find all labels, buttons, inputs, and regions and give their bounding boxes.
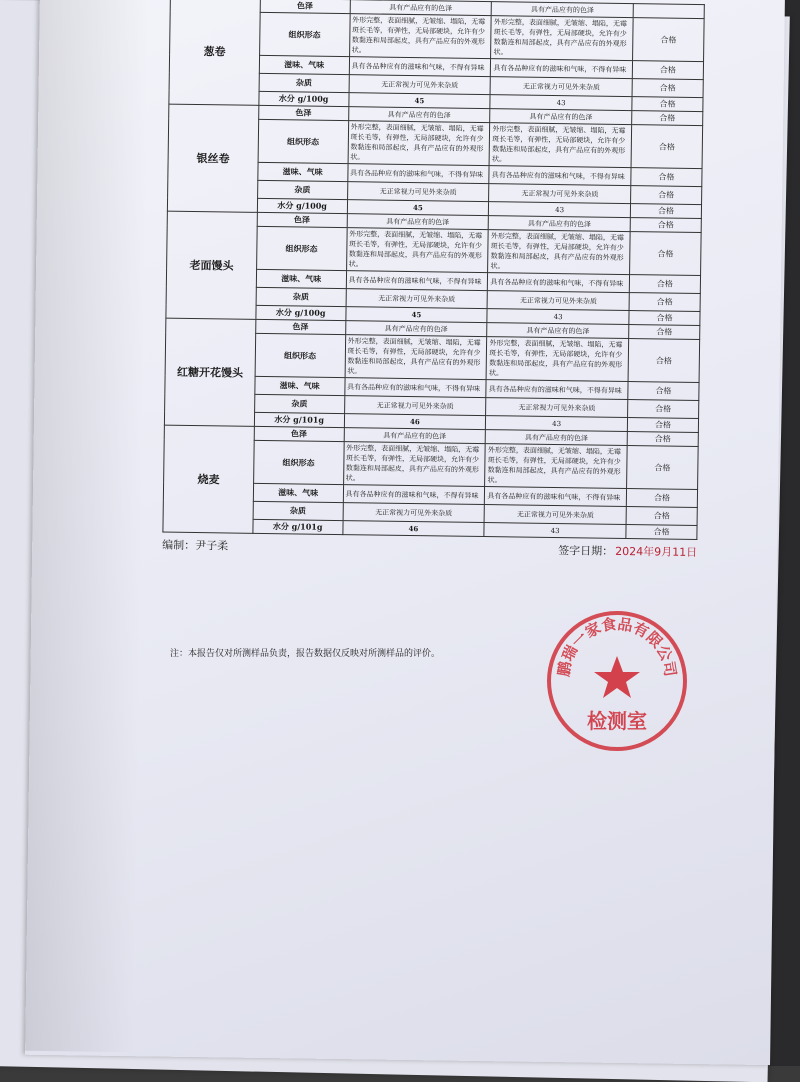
judgement-value: 合格 <box>630 218 701 233</box>
company-seal-icon <box>542 606 692 756</box>
test-item-label: 水分 g/101g <box>254 412 344 427</box>
judgement-value: 合格 <box>626 525 697 540</box>
compiler-name: 尹子柔 <box>195 539 229 553</box>
result-value: 外形完整，表面细腻，无皱缩、塌陷，无霉斑长毛等，有弹性，无局部硬块，允许有少数黏连和局部起皮，具有产品应有的外观形状。 <box>489 123 631 168</box>
standard-value: 外形完整，表面细腻，无皱缩、塌陷，无霉斑长毛等，有弹性，无局部硬块，允许有少数黏连和局部起皮，具有产品应有的外观形状。 <box>345 335 487 380</box>
standard-value: 外形完整，表面细腻，无皱缩、塌陷，无霉斑长毛等，有弹性，无局部硬块，允许有少数黏连和局部起皮，具有产品应有的外观形状。 <box>349 14 491 59</box>
result-value: 无正常视力可见外来杂质 <box>489 184 631 204</box>
judgement-value: 合格 <box>633 18 704 62</box>
result-value: 外形完整，表面细腻，无皱缩、塌陷，无霉斑长毛等，有弹性，无局部硬块，允许有少数黏连和局部起皮，具有产品应有的外观形状。 <box>485 444 627 489</box>
judgement-value: 合格 <box>632 79 703 98</box>
standard-value: 具有各品种应有的滋味和气味，不得有异味 <box>343 485 485 505</box>
test-item-label: 色泽 <box>258 105 348 120</box>
result-value: 具有各品种应有的滋味和气味，不得有异味 <box>489 166 631 186</box>
test-item-label: 杂质 <box>259 73 349 92</box>
standard-value: 无正常视力可见外来杂质 <box>347 182 489 202</box>
judgement-value: 合格 <box>629 293 700 312</box>
judgement-value: 合格 <box>630 204 701 219</box>
standard-value: 具有产品应有的色泽 <box>348 107 490 123</box>
page-shadow <box>25 0 150 1052</box>
standard-value: 45 <box>345 307 487 323</box>
product-name: 银丝卷 <box>167 104 258 212</box>
result-value: 无正常视力可见外来杂质 <box>487 291 629 311</box>
result-value: 外形完整，表面细腻，无皱缩、塌陷，无霉斑长毛等，有弹性，无局部硬块，允许有少数黏连和局部起皮，具有产品应有的外观形状。 <box>488 230 630 275</box>
standard-value: 无正常视力可见外来杂质 <box>349 75 491 95</box>
test-item-label: 组织形态 <box>259 12 349 56</box>
test-item-label: 水分 g/100g <box>257 198 347 213</box>
test-item-label: 杂质 <box>256 287 346 306</box>
report-page <box>25 0 785 1065</box>
result-value: 具有产品应有的色泽 <box>486 430 628 446</box>
test-item-label: 色泽 <box>255 319 345 334</box>
judgement-value: 合格 <box>628 382 699 401</box>
sign-date-label: 签字日期： <box>558 544 614 558</box>
test-item-label: 组织形态 <box>255 333 345 377</box>
judgement-value: 合格 <box>629 311 700 326</box>
result-value: 具有产品应有的色泽 <box>487 323 629 339</box>
standard-value: 具有各品种应有的滋味和气味，不得有异味 <box>346 271 488 291</box>
standard-value: 46 <box>342 521 484 537</box>
judgement-value: 合格 <box>631 186 702 205</box>
standard-value: 46 <box>344 414 486 430</box>
report-note: 注：本报告仅对所测样品负责，报告数据仅反映对所测样品的评价。 <box>170 649 441 659</box>
product-name: 红糖开花馒头 <box>164 318 255 426</box>
test-item-label: 滋味、气味 <box>255 376 345 395</box>
result-value: 外形完整，表面细腻，无皱缩、塌陷，无霉斑长毛等，有弹性，无局部硬块，允许有少数黏连和局部起皮，具有产品应有的外观形状。 <box>491 16 633 61</box>
test-item-label: 水分 g/100g <box>256 305 346 320</box>
result-value: 43 <box>489 202 631 218</box>
product-name: 葱卷 <box>169 0 260 105</box>
test-item-label: 杂质 <box>253 501 343 520</box>
standard-value: 外形完整，表面细腻，无皱缩、塌陷，无霉斑长毛等，有弹性，无局部硬块，允许有少数黏连和局部起皮，具有产品应有的外观形状。 <box>348 121 490 166</box>
result-value: 无正常视力可见外来杂质 <box>486 398 628 418</box>
result-value: 具有产品应有的色泽 <box>488 216 630 232</box>
result-value: 43 <box>487 309 629 325</box>
compiler <box>162 537 228 554</box>
test-results-body <box>163 0 704 540</box>
product-name: 老面馒头 <box>166 211 257 319</box>
standard-value: 45 <box>347 200 489 216</box>
test-results-table <box>162 0 704 540</box>
test-item-label: 组织形态 <box>253 440 343 484</box>
test-item-label: 滋味、气味 <box>253 483 343 502</box>
result-value: 无正常视力可见外来杂质 <box>484 505 626 525</box>
seal-star-icon <box>594 656 640 698</box>
standard-value: 具有各品种应有的滋味和气味，不得有异味 <box>344 378 486 398</box>
judgement-value <box>633 4 704 19</box>
standard-value: 具有产品应有的色泽 <box>344 428 486 444</box>
standard-value: 具有各品种应有的滋味和气味，不得有异味 <box>347 164 489 184</box>
result-value: 具有各品种应有的滋味和气味，不得有异味 <box>488 273 630 293</box>
standard-value: 外形完整，表面细腻，无皱缩、塌陷，无霉斑长毛等，有弹性，无局部硬块，允许有少数黏连和局部起皮，具有产品应有的外观形状。 <box>346 228 488 273</box>
judgement-value: 合格 <box>631 168 702 187</box>
test-item-label: 色泽 <box>254 426 344 441</box>
result-value: 43 <box>486 416 628 432</box>
standard-value: 45 <box>348 93 490 109</box>
judgement-value: 合格 <box>629 325 700 340</box>
standard-value: 具有产品应有的色泽 <box>350 0 492 16</box>
standard-value: 无正常视力可见外来杂质 <box>344 396 486 416</box>
judgement-value: 合格 <box>630 232 701 276</box>
standard-value: 具有各品种应有的滋味和气味，不得有异味 <box>349 57 491 77</box>
standard-value: 无正常视力可见外来杂质 <box>346 289 488 309</box>
result-value: 外形完整，表面细腻，无皱缩、塌陷，无霉斑长毛等，有弹性，无局部硬块，允许有少数黏连和局部起皮，具有产品应有的外观形状。 <box>486 337 628 382</box>
standard-value: 外形完整，表面细腻，无皱缩、塌陷，无霉斑长毛等，有弹性，无局部硬块，允许有少数黏连和局部起皮，具有产品应有的外观形状。 <box>343 442 485 487</box>
judgement-value: 合格 <box>627 418 698 433</box>
judgement-value: 合格 <box>632 97 703 112</box>
judgement-value: 合格 <box>628 400 699 419</box>
test-item-label: 组织形态 <box>258 119 348 163</box>
test-item-label: 水分 g/100g <box>259 91 349 106</box>
seal-center-text: 检测室 <box>587 709 647 733</box>
judgement-value: 合格 <box>627 432 698 447</box>
test-item-label: 杂质 <box>257 180 347 199</box>
judgement-value: 合格 <box>632 111 703 126</box>
judgement-value: 合格 <box>626 489 697 508</box>
result-value: 43 <box>490 95 632 111</box>
judgement-value: 合格 <box>626 507 697 526</box>
standard-value: 具有产品应有的色泽 <box>345 321 487 337</box>
result-value: 具有各品种应有的滋味和气味，不得有异味 <box>485 487 627 507</box>
judgement-value: 合格 <box>629 275 700 294</box>
result-value: 具有各品种应有的滋味和气味，不得有异味 <box>486 380 628 400</box>
standard-value: 具有产品应有的色泽 <box>347 214 489 230</box>
judgement-value: 合格 <box>632 61 703 80</box>
result-value: 具有各品种应有的滋味和气味，不得有异味 <box>491 59 633 79</box>
test-item-label: 色泽 <box>260 0 350 14</box>
result-value: 无正常视力可见外来杂质 <box>490 77 632 97</box>
test-item-label: 色泽 <box>257 212 347 227</box>
result-value: 具有产品应有的色泽 <box>491 2 633 18</box>
compiler-label: 编制： <box>162 538 196 553</box>
judgement-value: 合格 <box>627 446 698 490</box>
report-content <box>162 0 705 562</box>
test-item-label: 组织形态 <box>256 226 346 270</box>
test-item-label: 滋味、气味 <box>256 269 346 288</box>
judgement-value: 合格 <box>631 125 702 169</box>
sign-date-value: 2024年9月11日 <box>615 544 698 560</box>
test-item-label: 滋味、气味 <box>259 55 349 74</box>
test-item-label: 水分 g/101g <box>253 519 343 534</box>
sign-date <box>558 542 697 560</box>
result-value: 具有产品应有的色泽 <box>490 109 632 125</box>
test-item-label: 滋味、气味 <box>258 162 348 181</box>
product-name: 烧麦 <box>163 425 254 533</box>
standard-value: 无正常视力可见外来杂质 <box>343 503 485 523</box>
judgement-value: 合格 <box>628 339 699 383</box>
test-item-label: 杂质 <box>254 394 344 413</box>
result-value: 43 <box>484 523 626 539</box>
seal-ring-text: 鹏瑞一家食品有限公司 <box>554 614 680 678</box>
